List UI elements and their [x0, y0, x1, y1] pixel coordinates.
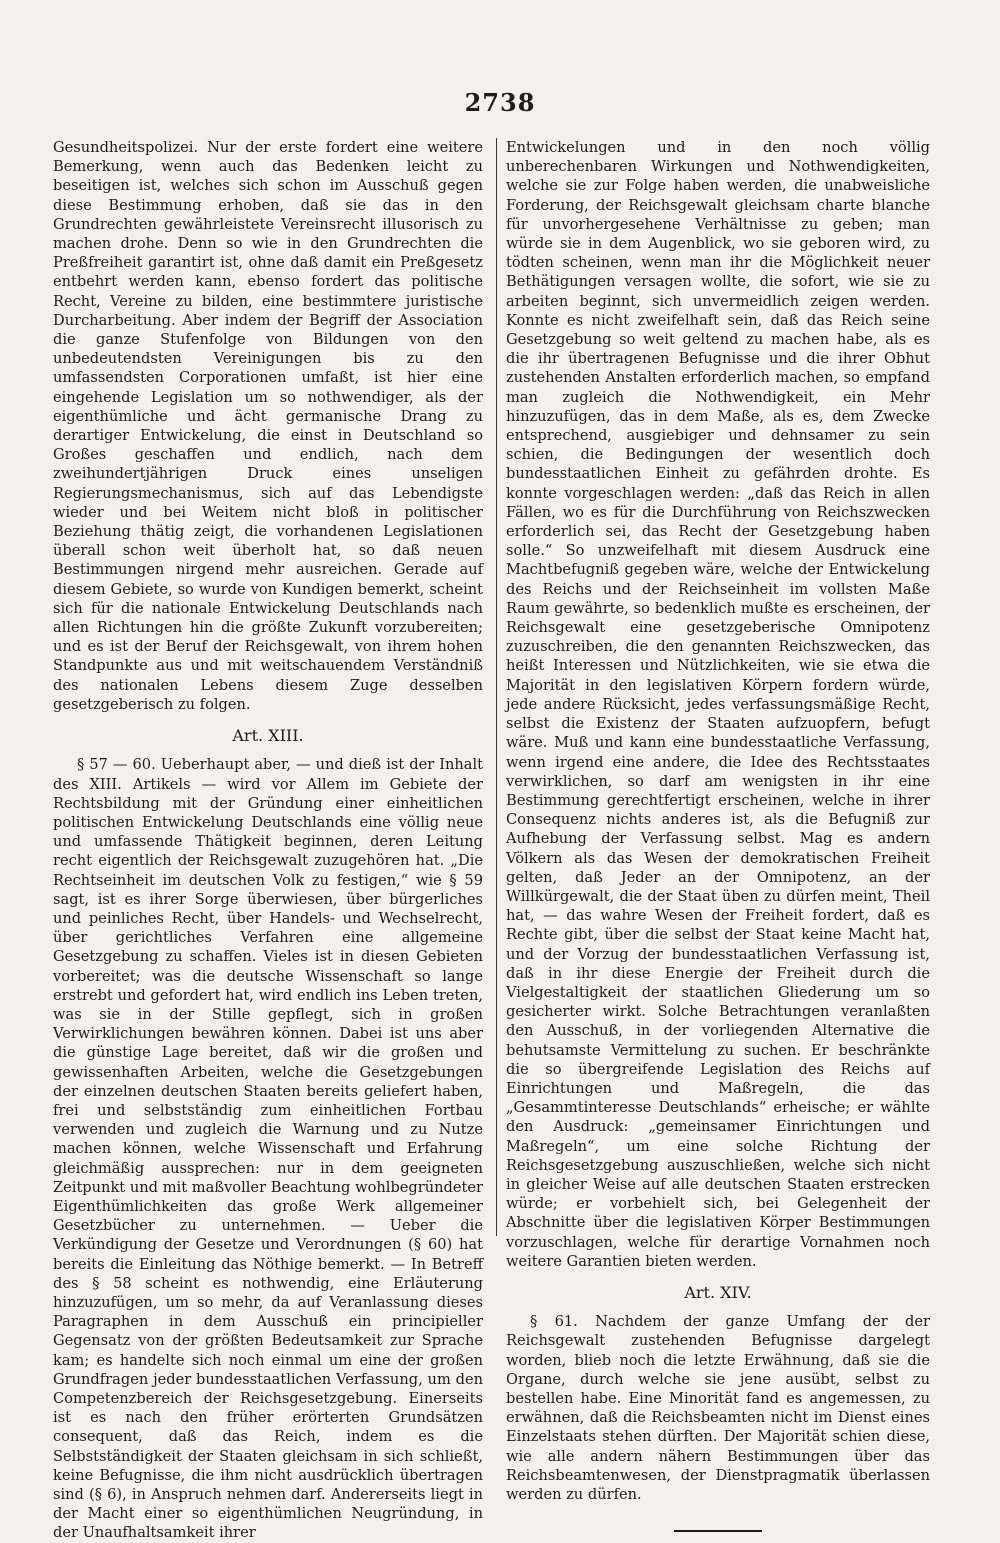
left-paragraph-2: § 57 — 60. Ueberhaupt aber, — und dieß ist der Inhalt des XIII. Artikels — wird vor Allem im Gebiete der Rechtsbildung mit der Gründung einer einheitlichen politischen Entwickelung Deutschlands eine völlig neue und umfassende Thätigkeit beginnen, deren Leitung recht eigentlich der Reichsgewalt zuzugehören hat. „Die Rechtseinheit im deutschen Volk zu festigen,“ wie § 59 sagt, ist es ihrer Sorge überwiesen, über bürgerliches und peinliches Recht, über Handels- und Wechselrecht, über gerichtliches Verfahren eine allgemeine Gesetzgebung zu schaffen. Vieles ist in diesen Gebieten vorbereitet; was die deutsche Wissenschaft so lange erstrebt und gefordert hat, wird endlich ins Leben treten, was sie in der Stille gepflegt, sich in großen Verwirklichungen bewähren können. Dabei ist uns aber die günstige Lage bereitet, daß wir die großen und gewissenhaften Arbeiten, welche die Gesetzgebungen der einzelnen deutschen Staaten bereits geliefert haben, frei und selbstständig zum einheitlichen Fortbau verwenden und zugleich die Warnung und zu Nutze machen können, welche Wissenschaft und Erfahrung gleichmäßig aussprechen: nur in dem geeigneten Zeitpunkt und mit maßvoller Beachtung wohlbegründeter Eigenthümlichkeiten das große Werk allgemeiner Gesetzbücher zu unternehmen. — Ueber die Verkündigung der Gesetze und Verordnungen (§ 60) hat bereits die Einleitung das Nöthige bemerkt. — In Betreff des § 58 scheint es nothwendig, eine Erläuterung hinzuzufügen, um so mehr, da auf Veranlassung dieses Paragraphen in dem Ausschuß ein principieller Gegensatz von der größten Bedeutsamkeit zur Sprache kam; es handelte sich noch einmal um eine der großen Grundfragen jeder bundesstaatlichen Verfassung, um den Competenzbereich der Reichsgesetzgebung. Einerseits ist es nach den früher erörterten Grundsätzen consequent, daß das Reich, indem es die Selbstständigkeit der Staaten gleichsam in sich schließt, keine Befugnisse, die ihm nicht ausdrücklich übertragen sind (§ 6), in Anspruch nehmen darf. Andererseits liegt in der Macht einer so eigenthümlichen Neugründung, in der Unaufhaltsamkeit ihrer	[53, 756, 483, 1542]
left-column	[53, 138, 483, 1543]
right-paragraph-2: § 61. Nachdem der ganze Umfang der der Reichsgewalt zustehenden Befugnisse dargelegt worden, blieb noch die letzte Erwähnung, daß sie die Organe, durch welche sie jene ausübt, selbst zu bestellen habe. Eine Minorität fand es angemessen, zu erwähnen, daß die Reichsbeamten nicht im Dienst eines Einzelstaats stehen dürften. Der Majorität schien diese, wie alle andern nähern Bestimmungen über das Reichsbeamtenwesen, der Dienstpragmatik überlassen werden zu dürfen.	[506, 1313, 930, 1504]
article-heading-xiii: Art. XIII.	[232, 726, 304, 746]
article-heading-xiv: Art. XIV.	[684, 1282, 752, 1302]
right-column	[506, 138, 930, 1532]
left-paragraph-1: Gesundheitspolizei. Nur der erste fordert eine weitere Bemerkung, wenn auch das Bedenken leicht zu beseitigen ist, welches sich schon im Ausschuß gegen diese Bestimmung erhoben, daß sie das in den Grundrechten gewährleistete Vereinsrecht illusorisch zu machen drohe. Denn so wie in den Grundrechten die Preßfreiheit garantirt ist, ohne daß damit ein Preßgesetz entbehrt werden kann, ebenso fordert das politische Recht, Vereine zu bilden, eine bestimmtere juristische Durcharbeitung. Aber indem der Begriff der Association die ganze Stufenfolge von Bildungen von den unbedeutendsten Vereinigungen bis zu den umfassendsten Corporationen umfaßt, ist hier eine eingehende Legislation um so nothwendiger, als der eigenthümliche und ächt germanische Drang zu derartiger Entwickelung, die einst in Deutschland so Großes geschaffen und endlich, nach dem zweihundertjährigen Druck eines unseligen Regierungsmechanismus, sich auf das Lebendigste wieder und bei Weitem nicht bloß in politischer Beziehung thätig zeigt, die vorhandenen Legislationen überall schon weit überholt hat, so daß neuen Bestimmungen nirgend mehr ausreichen. Gerade auf diesem Gebiete, so wurde von Kundigen bemerkt, scheint sich für die nationale Entwickelung Deutschlands nach allen Richtungen hin die größte Zukunft vorzubereiten; und es ist der Beruf der Reichsgewalt, von ihrem hohen Standpunkte aus und mit weitschauendem Verständniß des nationalen Lebens diesem Zuge desselben gesetzgeberisch zu folgen.	[53, 139, 483, 713]
right-paragraph-1: Entwickelungen und in den noch völlig unberechenbaren Wirkungen und Nothwendigkeiten, welche sie zur Folge haben werden, die unabweisliche Forderung, der Reichsgewalt gleichsam charte blanche für unvorhergesehene Verhältnisse zu geben; man würde sie in dem Augenblick, wo sie geboren wird, zu tödten scheinen, wenn man ihr die Möglichkeit neuer Bethätigungen versagen wollte, die sofort, wie sie zu arbeiten beginnt, sich unvermeidlich zeigen werden. Konnte es nicht zweifelhaft sein, daß das Reich seine Gesetzgebung so weit geltend zu machen habe, als es die ihr übertragenen Befugnisse und die ihrer Obhut zustehenden Anstalten erforderlich machen, so empfand man zugleich die Nothwendigkeit, ein Mehr hinzuzufügen, das in dem Maße, als es, dem Zwecke entsprechend, ausgiebiger und dehnsamer zu sein schien, die Bedingungen der wesentlich doch bundesstaatlichen Einheit zu gefährden drohte. Es konnte vorgeschlagen werden: „daß das Reich in allen Fällen, wo es für die Durchführung von Reichszwecken erforderlich sei, das Recht der Gesetzgebung haben solle.“ So unzweifelhaft mit diesem Ausdruck eine Machtbefugniß gegeben wäre, welche der Entwickelung des Reichs und der Reichseinheit im vollsten Maße Raum gewährte, so bedenklich mußte es erscheinen, der Reichsgewalt eine gesetzgeberische Omnipotenz zuzuschreiben, die den genannten Reichszwecken, das heißt Interessen und Nützlichkeiten, wie sie etwa die Majorität in den legislativen Körpern fordern würde, jede andere Rücksicht, jedes verfassungsmäßige Recht, selbst die Existenz der Staaten aufzuopfern, befugt wäre. Muß und kann eine bundesstaatliche Verfassung, wenn irgend eine andere, die Idee des Rechtsstaates verwirklichen, so darf am wenigsten in ihr eine Bestimmung gerechtfertigt erscheinen, welche in ihrer Consequenz nichts anderes ist, als die Befugniß zur Aufhebung der Verfassung selbst. Mag es andern Völkern als das Wesen der demokratischen Freiheit gelten, daß Jeder an der Omnipotenz, an der Willkürgewalt, die der Staat üben zu dürfen meint, Theil hat, — das wahre Wesen der Freiheit fordert, daß es Rechte gibt, über die selbst der Staat keine Macht hat, und der Vorzug der bundesstaatlichen Verfassung ist, daß in ihr diese Energie der Freiheit durch die Vielgestaltigkeit der staatlichen Gliederung um so gesicherter wirkt. Solche Betrachtungen veranlaßten den Ausschuß, in der vorliegenden Alternative die behutsamste Vermittelung zu suchen. Er beschränkte die so übergreifende Legislation des Reichs auf Einrichtungen und Maßregeln, die das „Gesammtinteresse Deutschlands“ erheische; er wählte den Ausdruck: „gemeinsamer Einrichtungen und Maßregeln“, um eine solche Richtung der Reichsgesetzgebung auszuschließen, welche sich nicht in gleicher Weise auf alle deutschen Staaten erstrecken würde; er vorbehielt sich, bei Gelegenheit der Abschnitte über die legislativen Körper Bestimmungen vorzuschlagen, welche für derartige Vornahmen noch weitere Garantien bieten werden.	[506, 139, 930, 1270]
page-number: 2738	[464, 88, 536, 117]
column-divider	[496, 138, 497, 1236]
end-rule	[674, 1530, 762, 1532]
